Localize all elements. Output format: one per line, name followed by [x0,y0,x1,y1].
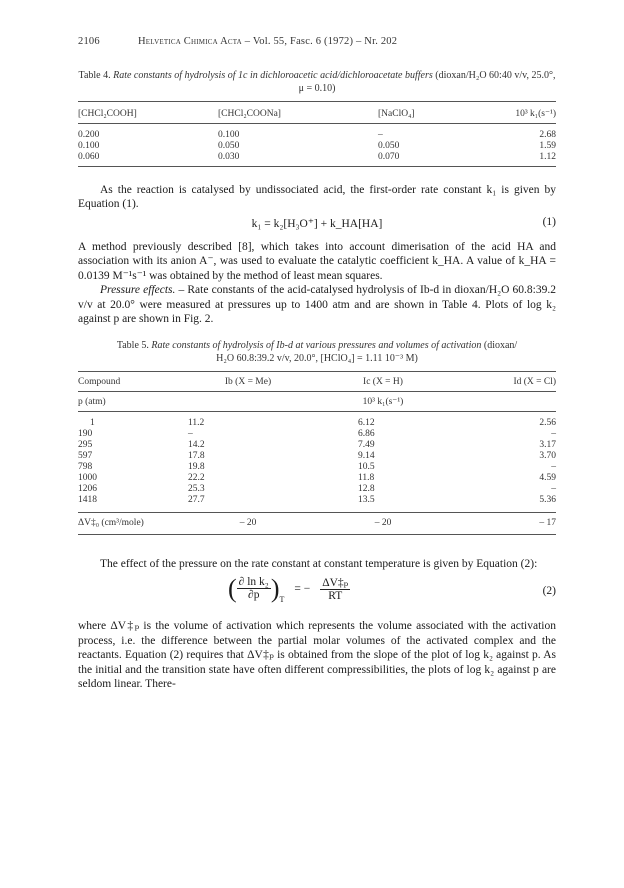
table-cell: – [551,483,556,494]
table5-dv-row [78,512,556,534]
table-cell: 19.8 [188,461,205,472]
table4-label: Table 4. [78,70,111,81]
table-cell: 597 [78,450,93,461]
table-cell: 0.030 [218,152,240,162]
table5-units-row [78,391,556,411]
table-row [78,429,556,440]
paragraph-3 [78,283,556,327]
table-cell: 22.2 [188,472,205,483]
table4-conditions: (dioxan/H₂O 60:40 v/v, 25.0°, μ = 0.10) [298,70,556,94]
eq2-rhs-den: RT [328,590,343,602]
table5-label: Table 5. [116,339,149,351]
table-cell: 10.5 [358,461,375,472]
table-cell: 190 [78,428,93,439]
equation-2: ( $\frac{\text{∂ ln k₂}}{\partial p}$ ) T = − $\frac{\text{ΔV‡ₚ}}{RT}$ (2) [228,573,556,604]
table-cell: 6.86 [358,428,375,439]
eq2-rhs-num: ΔV‡ₚ [322,577,349,589]
table-row [78,462,556,473]
table4-col-header: [CHCl₂COONa] [218,109,281,119]
page-number: 2106 [78,36,100,47]
table4-col-header: [NaClO₄] [378,109,415,119]
equation-1-text: k₁ = k₂[H₃O⁺] + k_HA[HA] [251,217,383,230]
compound-header: Ib (X = Me) [224,377,272,387]
table5-compound-row [78,371,556,391]
table4-col-header: [CHCl₂COOH] [78,109,137,119]
table-cell: – [551,428,556,439]
table-cell: 0.100 [78,141,100,151]
eq2-lhs-den: ∂p [248,589,260,601]
table-cell: 11.8 [358,472,375,483]
table-row [78,130,556,141]
dv-value: – 17 [539,517,556,528]
paragraph-3-text: – Rate constants of the acid-catalysed hydrolysis of Ib-d in dioxan/H₂O 60.8:39.2 v/v at 20.0° were measured at pressures up to 1400 atm and are shown in Table 4. Plots of log k₂ against p are shown in Fig. 2. [78,284,557,325]
table-cell: – [551,461,556,472]
table-cell: 0.050 [218,141,240,151]
eq2-lhs-num: ∂ ln k₂ [238,576,269,588]
compound-header: Id (X = Cl) [513,377,556,387]
table-cell: 0.100 [218,130,240,140]
table-cell: 11.2 [188,417,205,428]
table-cell: 295 [78,439,93,450]
table-cell: 798 [78,461,93,472]
table-cell: 2.56 [539,417,556,428]
eq2-subscript: T [279,595,285,604]
dv-label: ΔV‡₀ (cm³/mole) [78,517,144,528]
dv-value: – 20 [374,517,392,528]
table-cell: 5.36 [539,494,556,505]
table-cell: 0.070 [378,152,400,162]
table-cell: 9.14 [358,450,375,461]
table-cell: 13.5 [358,494,375,505]
table-cell: 1206 [78,483,97,494]
table4 [78,101,556,167]
table-cell: 1.12 [539,152,556,162]
table-cell: 0.060 [78,152,100,162]
compound-header: Ic (X = H) [363,377,403,387]
table-row [78,451,556,462]
table-row [78,495,556,506]
p-label: p (atm) [78,397,106,407]
table-row [78,484,556,495]
table5-conditions-a: (dioxan/ [483,339,518,351]
running-header [78,36,556,47]
table-cell: 0.050 [378,141,400,151]
page [78,36,556,692]
table-cell: 27.7 [188,494,205,505]
table4-header-row [78,102,556,124]
table-row [78,440,556,451]
table-cell: 3.70 [539,450,556,461]
paragraph-1: As the reaction is catalysed by undissociated acid, the first-order rate constant k₁ is given by Equation (1). [78,183,556,210]
table-cell: 1.59 [539,141,556,151]
volume-info: – Vol. 55, Fasc. 6 (1972) – Nr. 202 [244,36,398,47]
table-row [78,141,556,152]
table-cell: 12.8 [358,483,375,494]
table-row [78,418,556,429]
table-cell: 3.17 [539,439,556,450]
table-cell: 0.200 [78,130,100,140]
table-cell: 2.68 [539,130,556,140]
k-label: 10³ k₁(s⁻¹) [362,397,404,407]
table5 [78,371,556,535]
table-cell: 7.49 [358,439,375,450]
table5-caption [78,339,556,365]
table-cell: 4.59 [539,472,556,483]
equation-1-number: (1) [542,215,556,228]
paragraph-2: A method previously described [8], which takes into account dimerisation of the acid HA and association with its anion A⁻, was used to evaluate the catalytic coefficient k_HA. A value of k_HA = 0.0139 M⁻¹s⁻¹ was obtained by the method of least mean squares. [78,240,556,282]
dv-value: – 20 [239,517,257,528]
compound-label: Compound [78,377,121,387]
table5-title: Rate constants of hydrolysis of Ib-d at various pressures and volumes of activation [151,339,482,351]
table-cell: 1 [90,417,95,428]
journal-name: Helvetica Chimica Acta [138,36,242,47]
table4-title: Rate constants of hydrolysis of 1c in dichloroacetic acid/dichloroacetate buffers [113,70,433,81]
equation-2-number: (2) [542,585,556,597]
table4-caption [78,69,556,95]
table4-col-header: 10³ k₁(s⁻¹) [515,109,556,119]
table-cell: 1000 [78,472,97,483]
equation-1 [78,212,556,234]
paragraph-5: where ΔV‡ₚ is the volume of activation which represents the volume associated with the activation process, i.e. the difference between the partial molar volumes of the activated complex and the reactants. Equation (2) requires that ΔV‡ₚ is obtained from the slope of the plot of log k₂ against p. As the initial and the transition state have often different compressibilities, the plots of log k₂ against p are seldom linear. There- [78,620,556,690]
table-cell: 25.3 [188,483,205,494]
table-cell: 1418 [78,494,97,505]
table-cell: – [378,130,383,140]
table5-conditions-b: H₂O 60.8:39.2 v/v, 20.0°, [HClO₄] = 1.11 10⁻³ M) [216,352,418,364]
paragraph-4: The effect of the pressure on the rate constant at constant temperature is given by Equation (2): [100,557,538,570]
table-row [78,473,556,484]
paragraph-3-heading: Pressure effects. [100,284,176,296]
table-row [78,152,556,166]
table-cell: 14.2 [188,439,205,450]
table-cell: 17.8 [188,450,205,461]
table-cell: 6.12 [358,417,375,428]
table-cell: – [188,428,193,439]
